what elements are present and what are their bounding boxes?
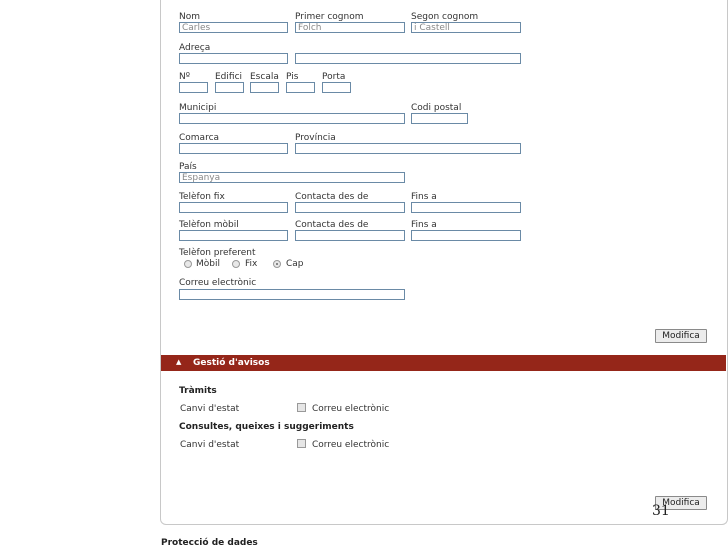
- comarca-label: Comarca: [179, 133, 220, 143]
- radio-fix[interactable]: [232, 260, 240, 268]
- fins-label: Fins a: [411, 192, 437, 202]
- fins2-label: Fins a: [411, 220, 437, 230]
- correu-checkbox-1[interactable]: [297, 403, 306, 412]
- collapse-arrow-icon[interactable]: ▲: [176, 358, 182, 366]
- provincia-input[interactable]: [295, 143, 521, 154]
- codi-postal-label: Codi postal: [411, 103, 462, 113]
- adreca-type-input[interactable]: [179, 53, 288, 64]
- cognom2-input[interactable]: i Castell: [411, 22, 521, 33]
- canvi-estat-label-1: Canvi d'estat: [180, 404, 240, 414]
- footer-link[interactable]: Protecció de dades: [161, 538, 258, 548]
- canvi-estat-label-2: Canvi d'estat: [180, 440, 240, 450]
- provincia-label: Província: [295, 133, 336, 143]
- telefon-fix-input[interactable]: [179, 202, 288, 213]
- page-number: 31: [652, 503, 670, 519]
- municipi-input[interactable]: [179, 113, 405, 124]
- radio-cap-label: Cap: [286, 259, 304, 269]
- telefon-mobil-label: Telèfon mòbil: [179, 220, 239, 230]
- radio-mobil-label: Mòbil: [196, 259, 220, 269]
- contacte-des-input[interactable]: [295, 202, 405, 213]
- porta-input[interactable]: [322, 82, 351, 93]
- nom-label: Nom: [179, 12, 201, 22]
- telefon-fix-label: Telèfon fix: [179, 192, 225, 202]
- municipi-label: Municipi: [179, 103, 217, 113]
- porta-label: Porta: [322, 72, 346, 82]
- tramits-title: Tràmits: [179, 386, 217, 396]
- radio-fix-label: Fix: [245, 259, 258, 269]
- radio-cap[interactable]: [273, 260, 281, 268]
- correu-checkbox-label-1: Correu electrònic: [312, 404, 390, 414]
- adreca-input[interactable]: [295, 53, 521, 64]
- pais-input[interactable]: Espanya: [179, 172, 405, 183]
- cognom1-input[interactable]: Folch: [295, 22, 405, 33]
- edifici-input[interactable]: [215, 82, 244, 93]
- contacte-des2-input[interactable]: [295, 230, 405, 241]
- fins2-input[interactable]: [411, 230, 521, 241]
- avisos-header: Gestió d'avisos: [193, 358, 270, 368]
- codi-postal-input[interactable]: [411, 113, 468, 124]
- contacte-des-label: Contacta des de: [295, 192, 369, 202]
- adreca-label: Adreça: [179, 43, 211, 53]
- pis-label: Pis: [286, 72, 299, 82]
- comarca-input[interactable]: [179, 143, 288, 154]
- fins-input[interactable]: [411, 202, 521, 213]
- telefon-pref-label: Telèfon preferent: [179, 248, 256, 258]
- nom-input[interactable]: Carles: [179, 22, 288, 33]
- escala-input[interactable]: [250, 82, 279, 93]
- correu-label: Correu electrònic: [179, 278, 257, 288]
- pais-label: País: [179, 162, 197, 172]
- telefon-mobil-input[interactable]: [179, 230, 288, 241]
- escala-label: Escala: [250, 72, 279, 82]
- correu-input[interactable]: [179, 289, 405, 300]
- cognom2-label: Segon cognom: [411, 12, 479, 22]
- correu-checkbox-2[interactable]: [297, 439, 306, 448]
- modifica-avisos-button[interactable]: Modifica: [655, 496, 707, 510]
- contacte-des2-label: Contacta des de: [295, 220, 369, 230]
- correu-checkbox-label-2: Correu electrònic: [312, 440, 390, 450]
- edifici-label: Edifici: [215, 72, 243, 82]
- consultes-title: Consultes, queixes i suggeriments: [179, 422, 354, 432]
- cognom1-label: Primer cognom: [295, 12, 364, 22]
- pis-input[interactable]: [286, 82, 315, 93]
- radio-mobil[interactable]: [184, 260, 192, 268]
- modifica-button[interactable]: Modifica: [655, 329, 707, 343]
- num-label: Nº: [179, 72, 190, 82]
- num-input[interactable]: [179, 82, 208, 93]
